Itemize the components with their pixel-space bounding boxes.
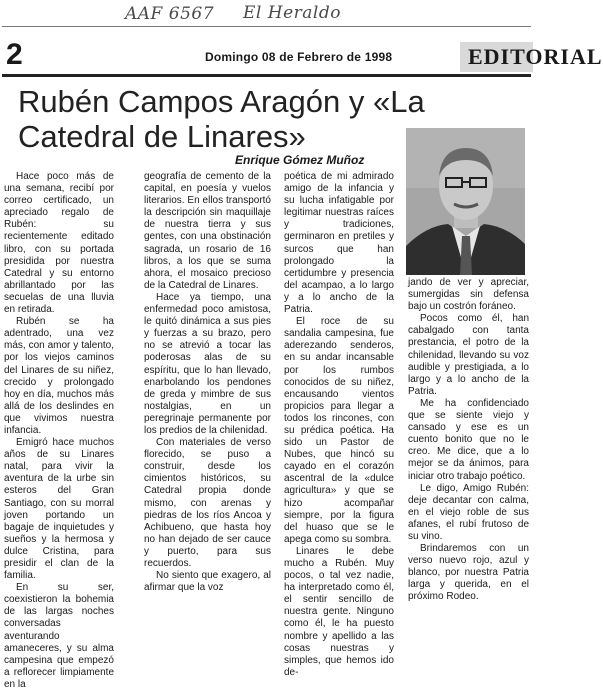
- paragraph: Con materiales de verso florecido, se puso a construir, desde los cimientos históricos, su Catedral propia donde mismo, con arenas y piedras de los ríos Ancoa y Achibueno, que hasta hoy no han dejado de ser cauce y puerto, para sus recuerdos.: [144, 437, 271, 569]
- article-column-1: [4, 171, 114, 691]
- paragraph: El roce de su sandalia campesina, fue aderezando senderos, en su andar incansable por los rumbos conocidos de su niñez, encausando vientos propicios para llegar a todos los rincones, con su prédica poética. Ha sido un Pastor de Nubes, que hincó su cayado en el corazón ascentral de la «dulce agricultura» y que se hizo acompañar siempre, por la figura del huaso que se le apega como su sombra.: [284, 316, 394, 545]
- paragraph: Brindaremos con un verso nuevo rojo, azul y blanco, por nuestra Patria larga y querida, en el próximo Rodeo.: [408, 543, 529, 603]
- paragraph: jando de ver y apreciar, sumergidas sin defensa bajo un costrón foráneo.: [408, 277, 529, 313]
- dateline: Domingo 08 de Febrero de 1998: [205, 50, 393, 64]
- paragraph: Emigró hace muchos años de su Linares natal, para vivir la aventura de la urbe sin esteros del Gran Santiago, con su morral joven portando un bagaje de inquietudes y sueños y la hermosa y dulce Cristina, para presidir el clan de la familia.: [4, 437, 114, 582]
- article-column-3: [284, 171, 394, 679]
- paragraph: Rubén se ha adentrado, una vez más, con amor y talento, por los viejos caminos del Linares de su niñez, crecido y prolongado hoy en día, muchos más allá de los deslindes en que vivimos nuestra infancia.: [4, 316, 114, 436]
- title-line-2: Catedral de Linares»: [18, 119, 306, 154]
- paragraph: Me ha confidenciado que se siente viejo y cansado y ese es un cuento bonito que no le creo. Me dice, que a lo mejor se da ánimos, para iniciar otro trabajo poético.: [408, 397, 529, 482]
- page-number: 2: [6, 38, 23, 71]
- archive-code: AAF 6567: [125, 4, 215, 24]
- source-note: El Heraldo: [243, 3, 341, 23]
- section-label: EDITORIAL: [460, 42, 533, 72]
- paragraph: Linares le debe mucho a Rubén. Muy pocos, o tal vez nadie, ha interpretado como él, el sentir sencillo de nuestra gente. Ninguno como él, le ha puesto nombre y apellido a las cosas nuestras y simples, que hemos ido de-: [284, 545, 394, 678]
- title-line-1: Rubén Campos Aragón y «La: [18, 84, 425, 119]
- scan-edge-line: [2, 26, 531, 27]
- article-column-2: [144, 171, 271, 594]
- handwritten-archive-annotation: [125, 2, 425, 28]
- portrait-image: [406, 128, 525, 275]
- article-column-4: [408, 277, 529, 604]
- paragraph: Hace poco más de una semana, recibí por correo certificado, un apreciado regalo de Rubén: su recientemente editado libro, con su portada presidida por nuestra Catedral y su entorno abrillantado por las secuelas de una lluvia en retirada.: [4, 171, 114, 316]
- paragraph: geografía de cemento de la capital, en poesía y vuelos literarios. En ellos transportó la descripción sin maquillaje de nuestra tierra y sus gentes, con una obstinación sagrada, un rosario de 16 libros, a los que se suma ahora, el mosaico precioso de la Catedral de Linares.: [144, 171, 271, 291]
- paragraph: poética de mi admirado amigo de la infancia y su lucha infatigable por legitimar nuestras raíces y tradiciones, germinaron en pretiles y surcos que han prolongado la certidumbre y presencia del acampao, a lo largo y a lo ancho de la Patria.: [284, 171, 394, 316]
- paragraph: Pocos como él, han cabalgado con tanta prestancia, el potro de la chilenidad, llevando su voz audible y prestigiada, a lo largo y a lo ancho de la Patria.: [408, 313, 529, 397]
- paragraph: Le digo, Amigo Rubén: deje decantar con calma, en el viejo roble de sus afanes, el rubí frutoso de su vino.: [408, 482, 529, 542]
- author-byline: Enrique Gómez Muñoz: [235, 153, 365, 167]
- paragraph: En su ser, coexistieron la bohemia de las largas noches conversadas aventurando amaneceres, y su alma campesina que empezó a reflorecer limpiamente en la: [4, 582, 114, 690]
- paragraph: No siento que exagero, al afirmar que la voz: [144, 570, 271, 594]
- author-photo: [406, 128, 525, 275]
- header-rule: [2, 74, 531, 77]
- paragraph: Hace ya tiempo, una enfermedad poco amistosa, le quitó dinámica a sus pies y fuerzas a su brazo, pero no se atrevió a tocar las poderosas alas de su espíritu, que lo han llevado, enarbolando los pendones de greda y mimbre de sus nostalgias, en un peregrinaje permanente por los predios de la chilenidad.: [144, 291, 271, 436]
